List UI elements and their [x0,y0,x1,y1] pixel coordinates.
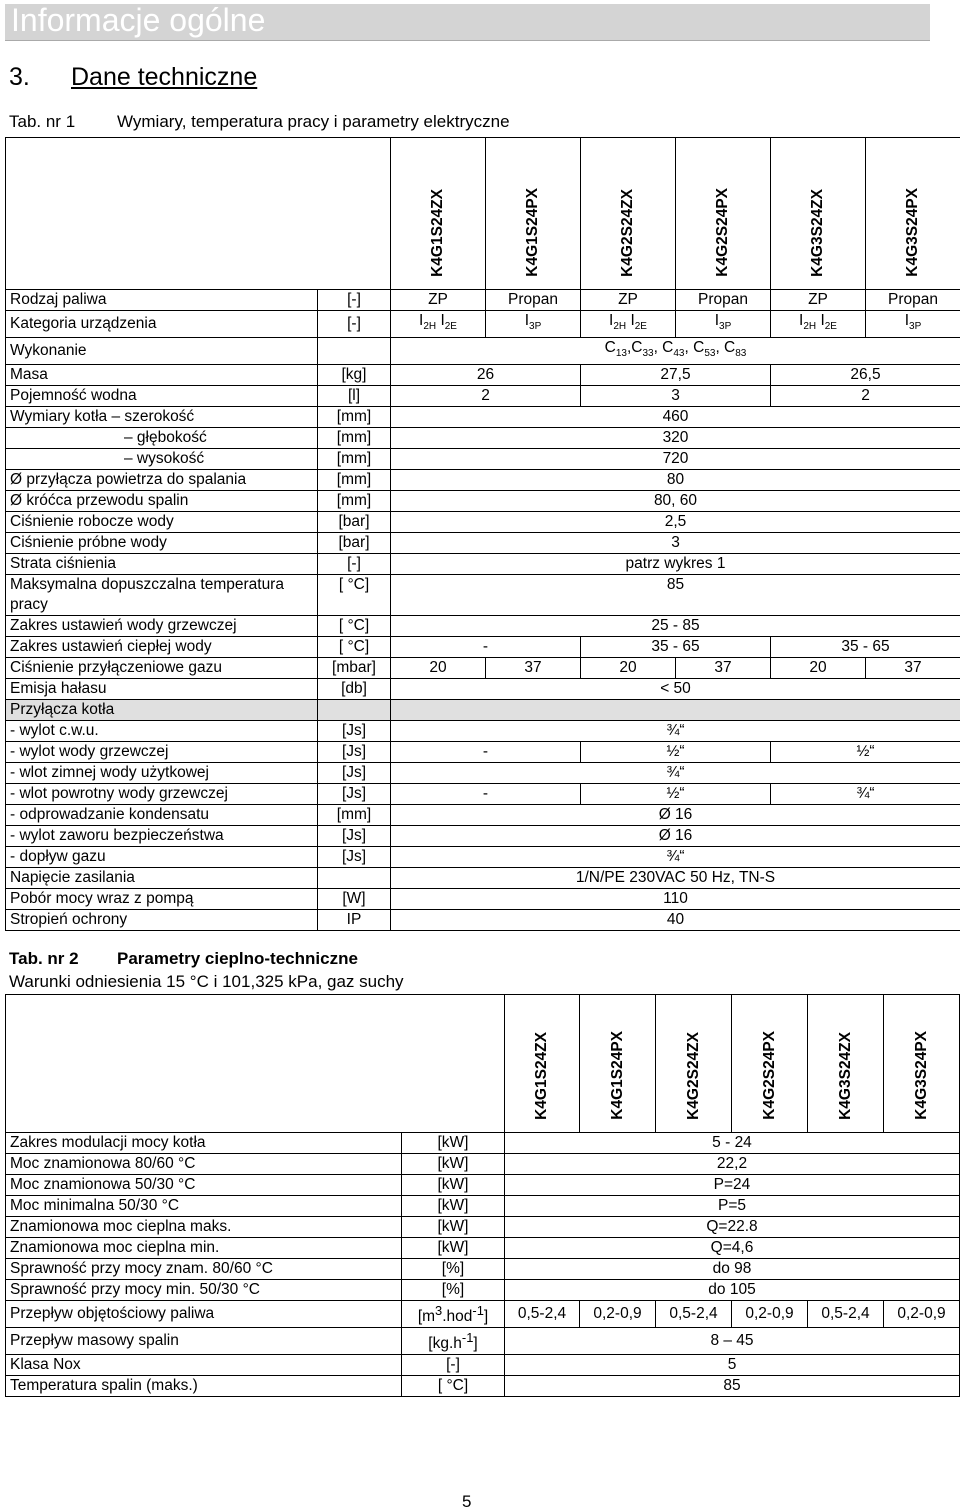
cell-value: 20 [771,658,866,679]
cell-value: 0,2-0,9 [732,1301,808,1328]
section-number: 3. [9,63,71,92]
table-row [6,338,960,365]
table-row [6,616,960,637]
model-header [656,995,732,1133]
table-row [6,575,960,616]
table-row [6,533,960,554]
row-unit: [ °C] [402,1376,505,1397]
row-label: - wlot zimnej wody użytkowej [6,763,318,784]
table-row [6,637,960,658]
cell-value: ZP [581,290,676,311]
table1-title: Wymiary, temperatura pracy i parametry elektryczne [117,112,510,131]
row-label: Stropień ochrony [6,910,318,931]
row-unit: [ °C] [318,575,391,616]
cell-value: 0,5-2,4 [505,1301,580,1328]
table2-subtitle: Warunki odniesienia 15 °C i 101,325 kPa, gaz suchy [9,972,404,992]
model-name: K4G2S24ZX [684,1032,704,1120]
table-row [6,847,960,868]
model-header [866,138,960,290]
table1-caption [9,112,510,132]
cell-value: $I_{3P}$ [676,311,771,338]
model-header [391,138,486,290]
model-header [580,995,656,1133]
model-name: K4G3S24PX [903,188,923,277]
table-row [6,290,960,311]
row-label: Sprawność przy mocy min. 50/30 °C [6,1280,402,1301]
cell-value: 0,5-2,4 [656,1301,732,1328]
cell-value: - [391,637,581,658]
table-row [6,449,960,470]
header-blank-cell [6,995,505,1133]
cell-value: $I_{3P}$ [866,311,960,338]
table-header-row [6,138,960,290]
cell-value: $I_{2H}$ $I_{2E}$ [771,311,866,338]
cell-value: $C_{13},C_{33}$, $C_{43}$, $C_{53}$, $C_{83}$ [391,338,960,365]
table-row [6,365,960,386]
cell-value: 25 - 85 [391,616,960,637]
model-header [505,995,580,1133]
cell-value: 320 [391,428,960,449]
row-unit: [ °C] [318,616,391,637]
cell-value: 22,2 [505,1154,960,1175]
cell-value: P=5 [505,1196,960,1217]
row-unit: [db] [318,679,391,700]
row-unit: [mm] [318,805,391,826]
row-label: - wylot zaworu bezpieczeństwa [6,826,318,847]
model-header [732,995,808,1133]
cell-value: Q=4,6 [505,1238,960,1259]
row-label: Sprawność przy mocy znam. 80/60 °C [6,1259,402,1280]
model-name: K4G1S24PX [608,1031,628,1120]
row-label: Moc znamionowa 80/60 °C [6,1154,402,1175]
row-label: Zakres modulacji mocy kotła [6,1133,402,1154]
row-label: - wlot powrotny wody grzewczej [6,784,318,805]
row-unit: [bar] [318,533,391,554]
cell-value: 2,5 [391,512,960,533]
row-label: Znamionowa moc cieplna maks. [6,1217,402,1238]
model-name: K4G1S24ZX [532,1032,552,1120]
row-label: – wysokość [6,449,318,470]
row-label: Masa [6,365,318,386]
table-dimensions [5,137,960,931]
table-row [6,1328,960,1355]
model-header [771,138,866,290]
row-label: - wylot wody grzewczej [6,742,318,763]
model-header [581,138,676,290]
row-label: Ø przyłącza powietrza do spalania [6,470,318,491]
row-label: Przepływ objętościowy paliwa [6,1301,402,1328]
row-label: Moc minimalna 50/30 °C [6,1196,402,1217]
cell-value: $I_{3P}$ [486,311,581,338]
table-row [6,889,960,910]
row-unit: [Js] [318,742,391,763]
cell-value: - [391,742,581,763]
header-blank-cell [6,138,391,290]
cell-value: ¾“ [391,721,960,742]
cell-value: 85 [505,1376,960,1397]
row-label: Ciśnienie przyłączeniowe gazu [6,658,318,679]
row-label: Przyłącza kotła [6,700,318,721]
row-unit: [W] [318,889,391,910]
cell-value: 40 [391,910,960,931]
row-label: Ciśnienie próbne wody [6,533,318,554]
cell-value: 35 - 65 [581,637,771,658]
row-label: – głębokość [6,428,318,449]
model-name: K4G3S24ZX [836,1032,856,1120]
model-name: K4G1S24ZX [428,189,448,277]
row-unit: [ °C] [318,637,391,658]
table-row [6,1196,960,1217]
row-unit: [-] [402,1355,505,1376]
table-row [6,470,960,491]
row-label: Kategoria urządzenia [6,311,318,338]
row-unit: [%] [402,1259,505,1280]
row-label: Rodzaj paliwa [6,290,318,311]
row-unit: [l] [318,386,391,407]
cell-value: 0,2-0,9 [580,1301,656,1328]
row-unit: [mm] [318,449,391,470]
cell-value: 720 [391,449,960,470]
table-row [6,910,960,931]
cell-value: 27,5 [581,365,771,386]
row-unit: IP [318,910,391,931]
cell-value: P=24 [505,1175,960,1196]
row-label: Maksymalna dopuszczalna temperatura pracy [6,575,318,616]
cell-value: 0,2-0,9 [884,1301,960,1328]
model-name: K4G3S24PX [912,1031,932,1120]
row-unit: [mm] [318,470,391,491]
table-row [6,1376,960,1397]
table-row [6,658,960,679]
row-unit: [mm] [318,428,391,449]
row-label: Znamionowa moc cieplna min. [6,1238,402,1259]
row-label: Moc znamionowa 50/30 °C [6,1175,402,1196]
table-row [6,1154,960,1175]
table-header-row [6,995,960,1133]
row-unit: [kW] [402,1154,505,1175]
table-row [6,700,960,721]
table-row [6,491,960,512]
row-unit: [mm] [318,407,391,428]
table-row [6,826,960,847]
header-bar [5,4,930,41]
table-row [6,679,960,700]
cell-value: Propan [486,290,581,311]
cell-value: do 98 [505,1259,960,1280]
row-unit: [kW] [402,1196,505,1217]
table-row [6,805,960,826]
cell-value: ZP [391,290,486,311]
row-label: Strata ciśnienia [6,554,318,575]
section-title [9,63,257,92]
row-unit: [Js] [318,784,391,805]
model-header [884,995,960,1133]
table2-label: Tab. nr 2 [9,949,117,969]
cell-value: 20 [391,658,486,679]
row-label: Emisja hałasu [6,679,318,700]
row-label: Ciśnienie robocze wody [6,512,318,533]
row-unit: [mbar] [318,658,391,679]
cell-value: Propan [866,290,960,311]
cell-value: $I_{2H}$ $I_{2E}$ [581,311,676,338]
table-row [6,554,960,575]
cell-value: patrz wykres 1 [391,554,960,575]
model-name: K4G2S24PX [760,1031,780,1120]
row-unit: [kW] [402,1217,505,1238]
table-row [6,428,960,449]
cell-value: 1/N/PE 230VAC 50 Hz, TN-S [391,868,960,889]
cell-value: 2 [391,386,581,407]
row-label: Temperatura spalin (maks.) [6,1376,402,1397]
row-unit: [-] [318,290,391,311]
row-label: Klasa Nox [6,1355,402,1376]
cell-value: do 105 [505,1280,960,1301]
header-title: Informacje ogólne [11,2,265,39]
row-label: Pobór mocy wraz z pompą [6,889,318,910]
cell-value: Ø 16 [391,826,960,847]
cell-value: 0,5-2,4 [808,1301,884,1328]
model-name: K4G2S24PX [713,188,733,277]
cell-value: 35 - 65 [771,637,960,658]
cell-value: ½“ [771,742,960,763]
row-label: - dopływ gazu [6,847,318,868]
row-label: - wylot c.w.u. [6,721,318,742]
table-row [6,1175,960,1196]
table-row [6,512,960,533]
cell-value: ¾“ [771,784,960,805]
row-unit [318,868,391,889]
cell-value: 2 [771,386,960,407]
cell-value [391,700,960,721]
row-label: Napięcie zasilania [6,868,318,889]
cell-value: ¾“ [391,763,960,784]
cell-value: Propan [676,290,771,311]
row-label: - odprowadzanie kondensatu [6,805,318,826]
table-row [6,742,960,763]
row-unit: [bar] [318,512,391,533]
cell-value: < 50 [391,679,960,700]
row-unit: [Js] [318,847,391,868]
cell-value: 460 [391,407,960,428]
row-unit: [Js] [318,763,391,784]
table2-title: Parametry cieplno-techniczne [117,949,358,968]
table2-caption [9,949,358,969]
cell-value: ½“ [581,784,771,805]
cell-value: 20 [581,658,676,679]
table-row [6,407,960,428]
table-row [6,1301,960,1328]
cell-value: $I_{2H}$ $I_{2E}$ [391,311,486,338]
cell-value: - [391,784,581,805]
row-unit: [kg] [318,365,391,386]
cell-value: ½“ [581,742,771,763]
cell-value: 5 - 24 [505,1133,960,1154]
table-row [6,1259,960,1280]
cell-value: 37 [486,658,581,679]
table-row [6,763,960,784]
cell-value: 26,5 [771,365,960,386]
row-unit: [-] [318,554,391,575]
cell-value: 85 [391,575,960,616]
cell-value: 8 – 45 [505,1328,960,1355]
row-label: Przepływ masowy spalin [6,1328,402,1355]
row-label: Pojemność wodna [6,386,318,407]
row-unit: [kW] [402,1238,505,1259]
row-label: Zakres ustawień wody grzewczej [6,616,318,637]
cell-value: 37 [866,658,960,679]
cell-value: 110 [391,889,960,910]
row-unit: [mm] [318,491,391,512]
cell-value: 80 [391,470,960,491]
row-unit: [kW] [402,1133,505,1154]
table-row [6,1280,960,1301]
cell-value: Q=22.8 [505,1217,960,1238]
page-number: 5 [462,1492,471,1512]
model-header [676,138,771,290]
table-row [6,1355,960,1376]
row-label: Zakres ustawień ciepłej wody [6,637,318,658]
cell-value: 5 [505,1355,960,1376]
cell-value: 37 [676,658,771,679]
model-name: K4G1S24PX [523,188,543,277]
model-name: K4G2S24ZX [618,189,638,277]
table-row [6,311,960,338]
section-heading: Dane techniczne [71,63,257,91]
table-row [6,784,960,805]
row-unit: [Js] [318,826,391,847]
table-row [6,721,960,742]
model-name: K4G3S24ZX [808,189,828,277]
cell-value: Ø 16 [391,805,960,826]
table-row [6,1217,960,1238]
row-unit: $[m^3.hod^{-1}]$ [402,1301,505,1328]
cell-value: ¾“ [391,847,960,868]
table-row [6,868,960,889]
row-unit [318,338,391,365]
row-unit: [%] [402,1280,505,1301]
cell-value: 3 [581,386,771,407]
row-unit [318,700,391,721]
row-label: Wykonanie [6,338,318,365]
row-label: Wymiary kotła – szerokość [6,407,318,428]
table-row [6,1133,960,1154]
table-thermal [5,994,960,1397]
row-unit: [-] [318,311,391,338]
table1-label: Tab. nr 1 [9,112,117,132]
model-header [486,138,581,290]
row-unit: [kW] [402,1175,505,1196]
cell-value: ZP [771,290,866,311]
model-header [808,995,884,1133]
row-unit: $[kg.h^{-1}]$ [402,1328,505,1355]
table-row [6,1238,960,1259]
cell-value: 3 [391,533,960,554]
row-unit: [Js] [318,721,391,742]
table-row [6,386,960,407]
row-label: Ø króćca przewodu spalin [6,491,318,512]
cell-value: 80, 60 [391,491,960,512]
cell-value: 26 [391,365,581,386]
